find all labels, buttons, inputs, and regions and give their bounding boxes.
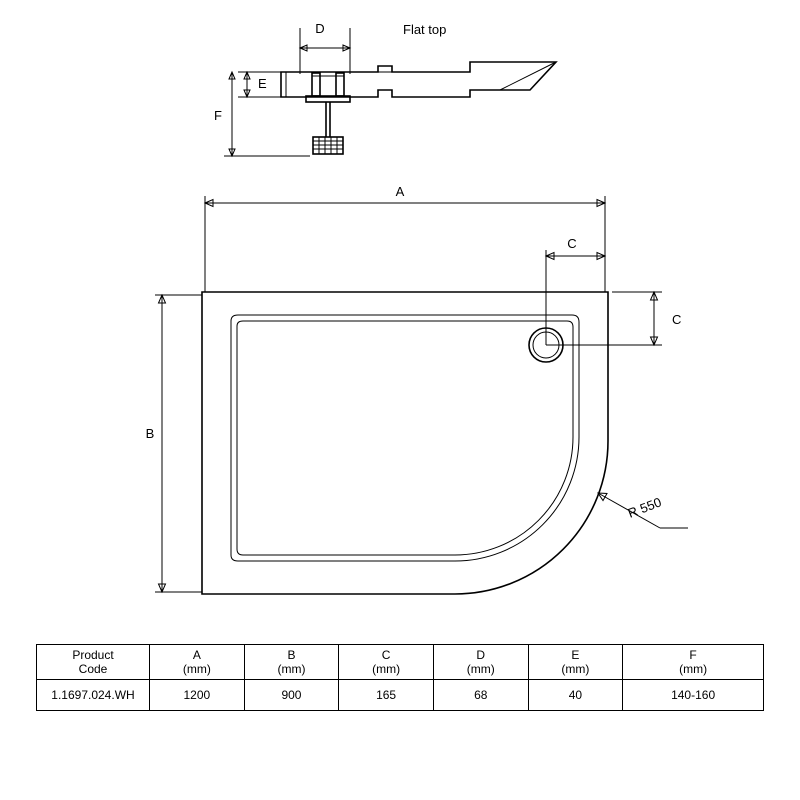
header-d-letter: D — [476, 648, 486, 662]
header-a-letter: A — [192, 648, 201, 662]
radius-label: R 550 — [625, 494, 664, 521]
cell-product-code: 1.1697.024.WH — [37, 680, 150, 711]
plan-view — [146, 184, 688, 594]
header-d-unit: (mm) — [466, 662, 495, 676]
cell-b: 900 — [244, 680, 339, 711]
cross-section-view — [214, 21, 556, 156]
header-f-unit: (mm) — [679, 662, 708, 676]
dimension-c-side-label: C — [672, 312, 682, 327]
dimension-e-label: E — [258, 76, 267, 91]
header-product-line1: Product — [72, 648, 114, 662]
table-row — [37, 680, 764, 711]
header-e-unit: (mm) — [561, 662, 590, 676]
flat-top-label: Flat top — [403, 22, 447, 37]
header-f-letter: F — [689, 648, 697, 662]
header-c-unit: (mm) — [372, 662, 401, 676]
header-b-letter: B — [287, 648, 296, 662]
cell-c: 165 — [339, 680, 434, 711]
dimension-c-top-label: C — [567, 236, 577, 251]
header-c-letter: C — [381, 648, 391, 662]
dimension-f-label: F — [214, 108, 222, 123]
header-e-letter: E — [571, 648, 580, 662]
dimension-d-label: D — [315, 21, 325, 36]
header-f — [623, 645, 764, 680]
cell-f: 140-160 — [623, 680, 764, 711]
header-product-code — [37, 645, 150, 680]
header-c — [339, 645, 434, 680]
header-e — [528, 645, 623, 680]
header-b-unit: (mm) — [277, 662, 306, 676]
dimension-b-label: B — [145, 426, 155, 441]
cell-e: 40 — [528, 680, 623, 711]
table-header-row — [37, 645, 764, 680]
header-a-unit: (mm) — [182, 662, 211, 676]
header-b — [244, 645, 339, 680]
cell-a: 1200 — [150, 680, 245, 711]
specification-table — [36, 644, 764, 711]
cell-d: 68 — [433, 680, 528, 711]
header-a — [150, 645, 245, 680]
header-product-line2: Code — [78, 662, 108, 676]
dimension-a-label: A — [395, 184, 405, 199]
header-d — [433, 645, 528, 680]
